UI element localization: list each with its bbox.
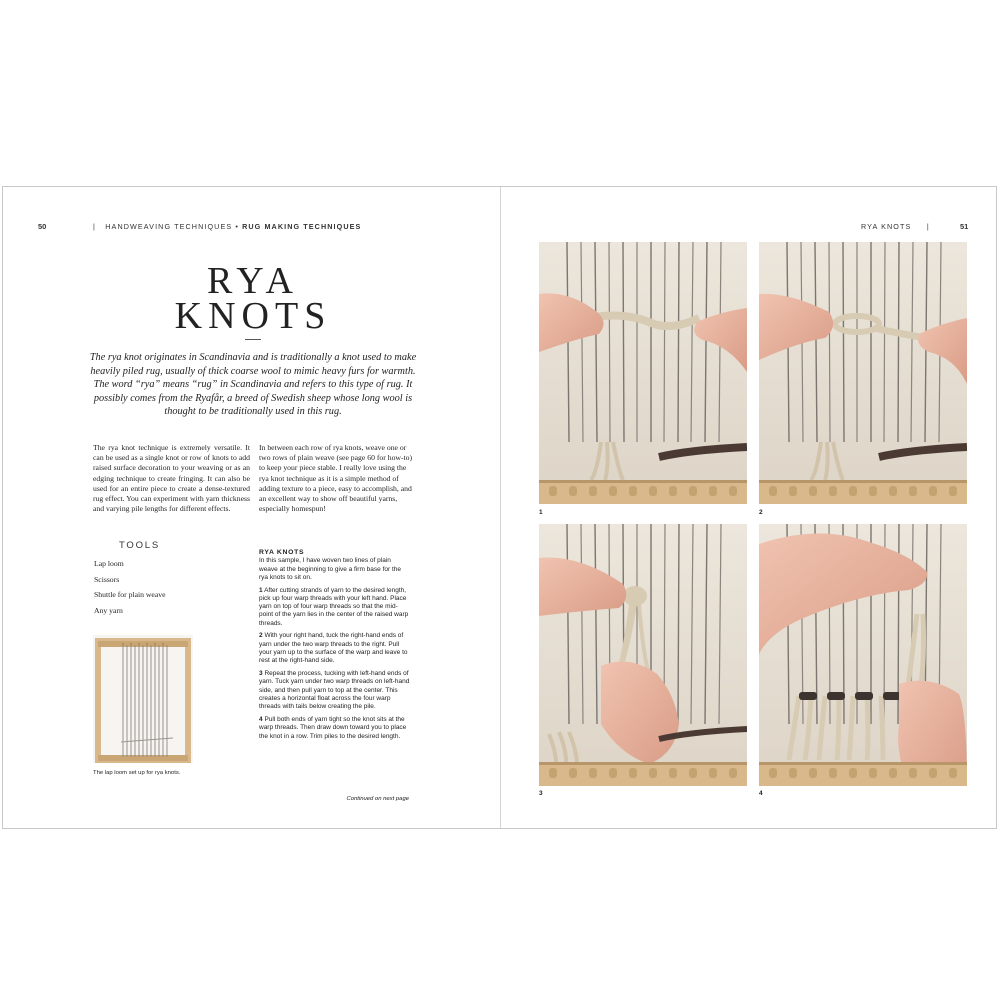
body-column-1: The rya knot technique is extremely versatile. It can be used as a single knot or row of knots to add raised surface decoration to your weaving or as an edging technique to create fringing. It can also be used for an entire piece to create a dense-textured rug effect. You can experiment with yarn thickness and varying pile lengths for different effects. (93, 443, 250, 514)
left-page (3, 187, 500, 828)
step-text: Repeat the process, tucking with left-hand ends of yarn. Tuck yarn under two warp threads on left-hand side, and then pull yarn to top at the center. This creates a horizontal float across the four warp threads with tails below creating the pile. (259, 670, 410, 711)
step-number: 2 (259, 632, 263, 640)
book-spread (2, 186, 997, 829)
right-page (501, 187, 996, 828)
running-head-chapter: RUG MAKING TECHNIQUES (242, 222, 362, 231)
steps-heading: RYA KNOTS (259, 549, 305, 556)
steps-block (259, 549, 411, 745)
step-photo-1 (539, 242, 747, 504)
tool-item: Lap loom (94, 559, 124, 568)
figure-caption: The lap loom set up for rya knots. (93, 770, 181, 776)
step-text: Pull both ends of yarn tight so the knot sits at the warp threads. Then draw down toward you to place the knot in a row. Trim piles to the desired length. (259, 715, 407, 740)
step-item (259, 632, 411, 665)
tools-list (94, 559, 244, 622)
photo-label-1: 1 (539, 509, 543, 516)
tool-item: Shuttle for plain weave (94, 590, 166, 600)
step-photo-2 (759, 242, 967, 504)
running-head-separator: | (926, 222, 930, 231)
step-photo-3 (539, 524, 747, 786)
step-photo-4 (759, 524, 967, 786)
page-number-left: 50 (38, 222, 47, 231)
step-number: 1 (259, 586, 263, 594)
tool-item: Any yarn (94, 606, 123, 616)
step-item (259, 670, 411, 711)
running-head-left (93, 222, 361, 231)
intro-paragraph: The rya knot originates in Scandinavia and is traditionally a knot used to make heavily piled rug, usually of thick coarse wool to mimic heavy furs for warmth. The word “rya” means “rug” in Scandinavia and refers to this type of rug. It possibly comes from the Ryafår, a breed of Swedish sheep whose long wool is thought to be traditionally used in this rug. (89, 352, 417, 418)
step-number: 4 (259, 715, 263, 723)
lap-loom-figure (93, 635, 193, 763)
step-text: With your right hand, tuck the right-hand ends of yarn under the two warp threads to the right. Pull your yarn up to the surface of the warp and leave to rest at the right-hand side. (259, 632, 408, 665)
tool-item: Scissors (94, 574, 120, 584)
photo-label-3: 3 (539, 790, 543, 797)
running-head-right (861, 222, 930, 231)
steps-intro: In this sample, I have woven two lines of plain weave at the beginning to give a firm base for the rya knots to sit on. (259, 557, 402, 581)
page-title-line2: KNOTS (174, 295, 332, 337)
photo-label-4: 4 (759, 790, 763, 797)
continued-note: Continued on next page (346, 796, 409, 802)
title-rule (245, 339, 261, 340)
tools-heading: TOOLS (119, 540, 161, 551)
step-text: After cutting strands of yarn to the desired length, pick up four warp threads with your left hand. Place yarn on top of four warp threads so that the mid-point of the yarn lies in the center of the raised warp threads. (259, 586, 409, 627)
running-head-title: RYA KNOTS (861, 222, 912, 231)
step-item (259, 587, 411, 628)
step-item (259, 716, 411, 741)
step-number: 3 (259, 670, 263, 678)
photo-label-2: 2 (759, 509, 763, 516)
page-number-right: 51 (960, 222, 969, 231)
running-head-section: HANDWEAVING TECHNIQUES (105, 222, 233, 231)
body-column-2: In between each row of rya knots, weave one or two rows of plain weave (see page 60 for how-to) to keep your piece stable. I really love using the rya knot technique as it is a simple method of adding texture to a piece, easy to accomplish, and an excellent way to show off beautiful yarns, especially homespun! (259, 443, 413, 514)
running-head-separator: | (93, 222, 96, 231)
running-head-bullet: • (235, 222, 239, 231)
page-title-line1: RYA (207, 260, 299, 302)
